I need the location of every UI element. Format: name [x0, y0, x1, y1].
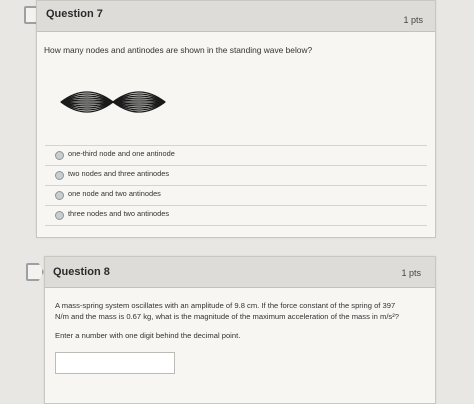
- radio-button[interactable]: [55, 151, 64, 160]
- question-8-card: [44, 256, 436, 404]
- question-8-prompt-line-2: N/m and the mass is 0.67 kg, what is the magnitude of the maximum acceleration of the mass in m/s²?: [55, 312, 399, 321]
- question-7-card: [36, 0, 436, 238]
- question-7-title: Question 7: [46, 8, 103, 20]
- question-8-title: Question 8: [53, 266, 110, 278]
- radio-button[interactable]: [55, 211, 64, 220]
- question-8-points: 1 pts: [401, 268, 421, 278]
- answer-option-1[interactable]: [45, 145, 427, 165]
- question-7-header: [37, 1, 435, 32]
- question-8-instruction: Enter a number with one digit behind the decimal point.: [55, 331, 241, 340]
- standing-wave-diagram: [57, 81, 169, 123]
- answer-option-3[interactable]: [45, 185, 427, 205]
- answer-label: one-third node and one antinode: [68, 149, 175, 158]
- radio-button[interactable]: [55, 191, 64, 200]
- radio-button[interactable]: [55, 171, 64, 180]
- flag-question-8-icon[interactable]: [26, 263, 44, 281]
- answer-label: two nodes and three antinodes: [68, 169, 170, 178]
- question-8-prompt-line-1: A mass-spring system oscillates with an amplitude of 9.8 cm. If the force constant of the spring of 397: [55, 301, 396, 310]
- answer-option-4[interactable]: [45, 205, 427, 226]
- answer-label: three nodes and two antinodes: [68, 209, 170, 218]
- question-8-header: [45, 257, 435, 288]
- question-7-prompt: How many nodes and antinodes are shown in the standing wave below?: [44, 45, 313, 55]
- answer-label: one node and two antinodes: [68, 189, 161, 198]
- answer-option-2[interactable]: [45, 165, 427, 185]
- question-7-points: 1 pts: [403, 15, 423, 25]
- answer-input[interactable]: [55, 352, 175, 374]
